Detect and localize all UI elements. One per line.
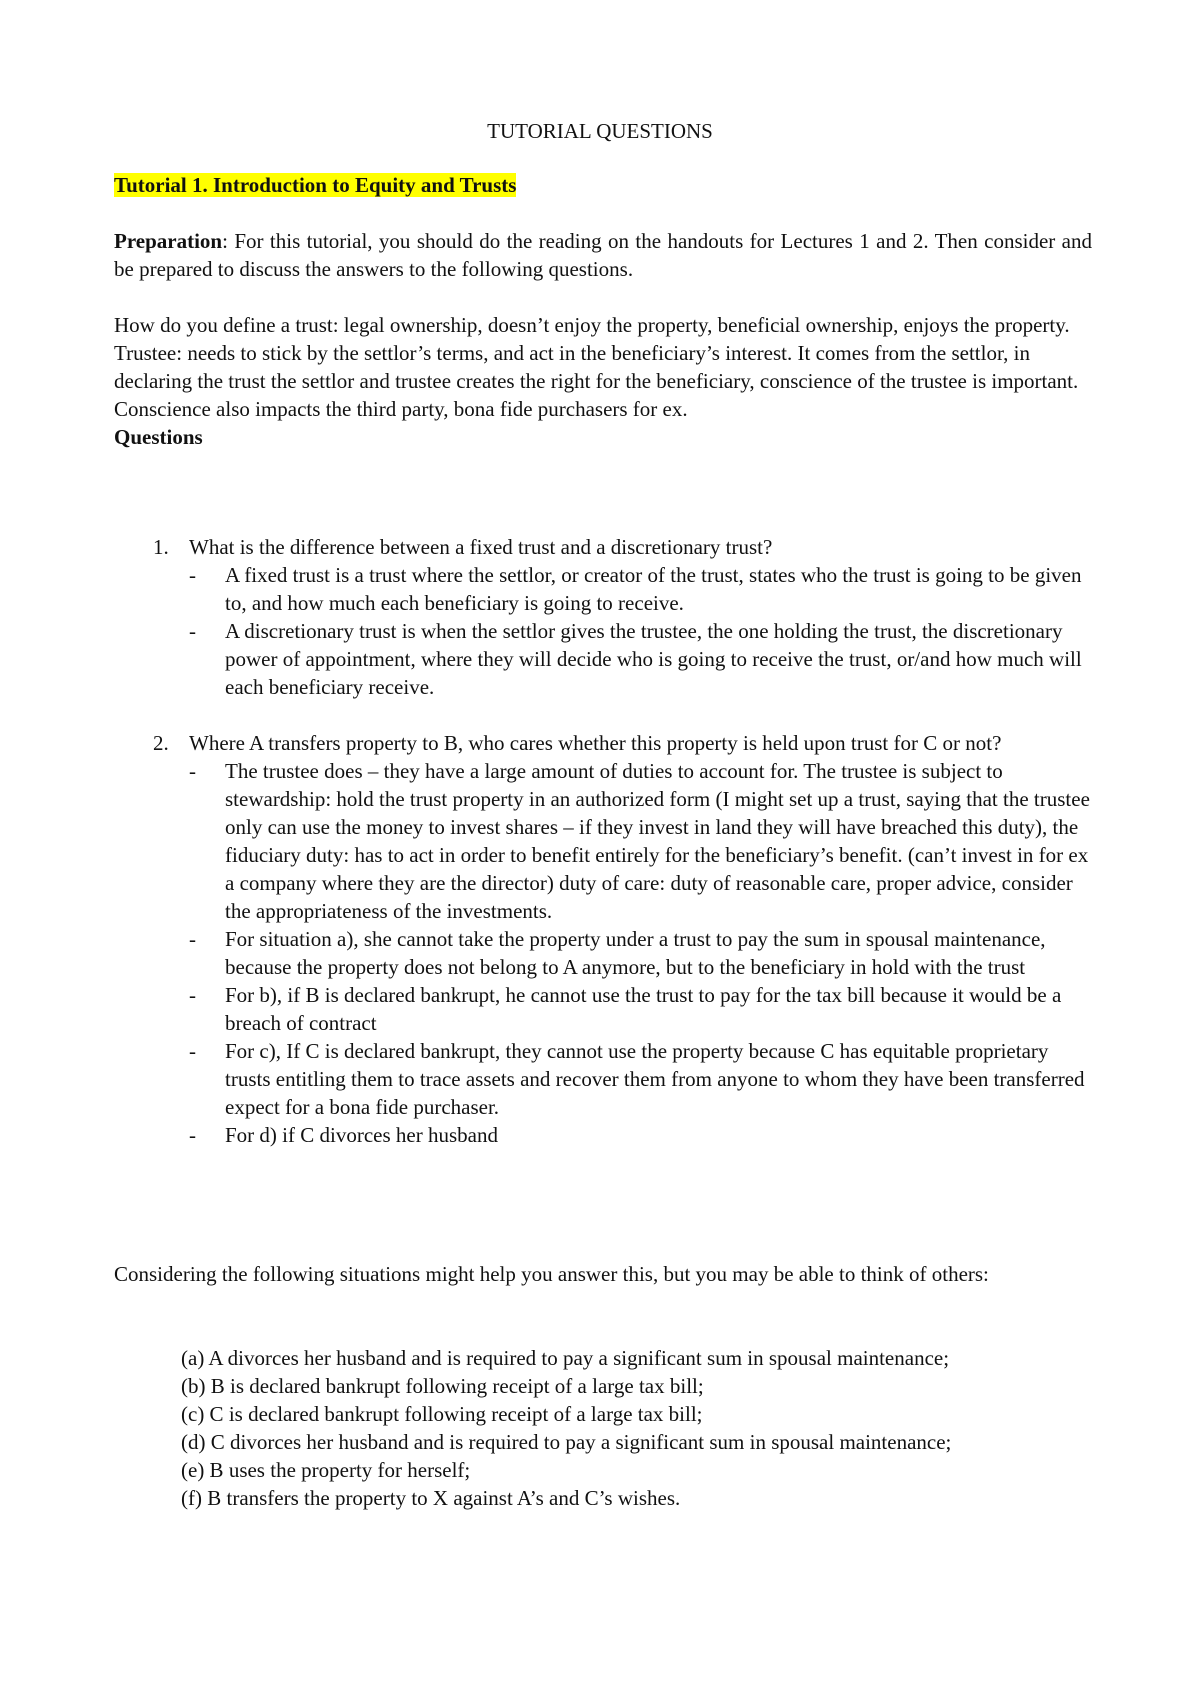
answer-item xyxy=(189,981,1094,1037)
situation-item: (a) A divorces her husband and is required to pay a significant sum in spousal maintenance; xyxy=(181,1346,950,1370)
answer-text: A discretionary trust is when the settlor gives the trustee, the one holding the trust, the discretionary power of appointment, where they will decide who is going to receive the trust, or/and how much will each beneficiary receive. xyxy=(225,619,1082,699)
preparation-label: Preparation xyxy=(114,229,223,253)
answer-text: For d) if C divorces her husband xyxy=(225,1123,498,1147)
considering-paragraph: Considering the following situations might help you answer this, but you may be able to think of others: xyxy=(114,1262,989,1286)
dash-bullet: - xyxy=(189,983,196,1007)
answer-item xyxy=(189,561,1094,617)
questions-heading: Questions xyxy=(114,425,203,449)
situation-item: (e) B uses the property for herself; xyxy=(181,1458,471,1482)
answer-text: The trustee does – they have a large amount of duties to account for. The trustee is subject to stewardship: hold the trust property in an authorized form (I might set up a trust, saying that the trustee only can use the money to invest shares – if they invest in land they will have breached this duty), the fiduciary duty: has to act in order to benefit entirely for the beneficiary’s benefit. (can’t invest in for ex a company where they are the director) duty of care: duty of reasonable care, proper advice, consider the appropriateness of the investments. xyxy=(225,759,1090,923)
answer-text: A fixed trust is a trust where the settlor, or creator of the trust, states who the trust is going to be given to, and how much each beneficiary is going to receive. xyxy=(225,563,1082,615)
answer-text: For situation a), she cannot take the property under a trust to pay the sum in spousal maintenance, because the property does not belong to A anymore, but to the beneficiary in hold with the trust xyxy=(225,927,1046,979)
question-item xyxy=(114,729,1094,1149)
dash-bullet: - xyxy=(189,759,196,783)
spacer xyxy=(114,701,1094,729)
question-number: 1. xyxy=(153,535,169,559)
tutorial-heading xyxy=(114,171,516,199)
answer-item xyxy=(189,757,1094,925)
answer-item xyxy=(189,1121,1094,1149)
answer-text: For c), If C is declared bankrupt, they cannot use the property because C has equitable proprietary trusts entitling them to trace assets and recover them from anyone to whom they have been transferred expect for a bona fide purchaser. xyxy=(225,1039,1085,1119)
answer-item xyxy=(189,925,1094,981)
dash-bullet: - xyxy=(189,927,196,951)
situation-item: (f) B transfers the property to X against A’s and C’s wishes. xyxy=(181,1486,681,1510)
situation-item: (d) C divorces her husband and is required to pay a significant sum in spousal maintenance; xyxy=(181,1430,952,1454)
situation-item: (c) C is declared bankrupt following receipt of a large tax bill; xyxy=(181,1402,703,1426)
dash-bullet: - xyxy=(189,563,196,587)
dash-bullet: - xyxy=(189,1039,196,1063)
dash-bullet: - xyxy=(189,619,196,643)
question-text: Where A transfers property to B, who cares whether this property is held upon trust for C or not? xyxy=(189,731,1002,755)
question-item xyxy=(114,533,1094,701)
question-number: 2. xyxy=(153,731,169,755)
tutorial-heading-text: Tutorial 1. Introduction to Equity and Trusts xyxy=(114,173,517,197)
dash-bullet: - xyxy=(189,1123,196,1147)
page-title: TUTORIAL QUESTIONS xyxy=(487,119,713,143)
notes-section xyxy=(114,311,1092,451)
preparation-text: : For this tutorial, you should do the reading on the handouts for Lectures 1 and 2. Then consider and be prepared to discuss the answers to the following questions. xyxy=(114,229,1092,281)
answer-item xyxy=(189,1037,1094,1121)
note-paragraph: Trustee: needs to stick by the settlor’s terms, and act in the beneficiary’s interest. It comes from the settlor, in declaring the trust the settlor and trustee creates the right for the beneficiary, conscience of the trustee is important. xyxy=(114,341,1079,393)
answer-text: For b), if B is declared bankrupt, he cannot use the trust to pay for the tax bill because it would be a breach of contract xyxy=(225,983,1062,1035)
note-paragraph: How do you define a trust: legal ownership, doesn’t enjoy the property, beneficial ownership, enjoys the property. xyxy=(114,313,1070,337)
question-text: What is the difference between a fixed trust and a discretionary trust? xyxy=(189,535,773,559)
note-paragraph: Conscience also impacts the third party, bona fide purchasers for ex. xyxy=(114,397,688,421)
answer-item xyxy=(189,617,1094,701)
questions-list xyxy=(114,533,1094,1149)
preparation-paragraph xyxy=(114,227,1092,283)
situation-item: (b) B is declared bankrupt following receipt of a large tax bill; xyxy=(181,1374,704,1398)
situations-list xyxy=(181,1344,1101,1512)
